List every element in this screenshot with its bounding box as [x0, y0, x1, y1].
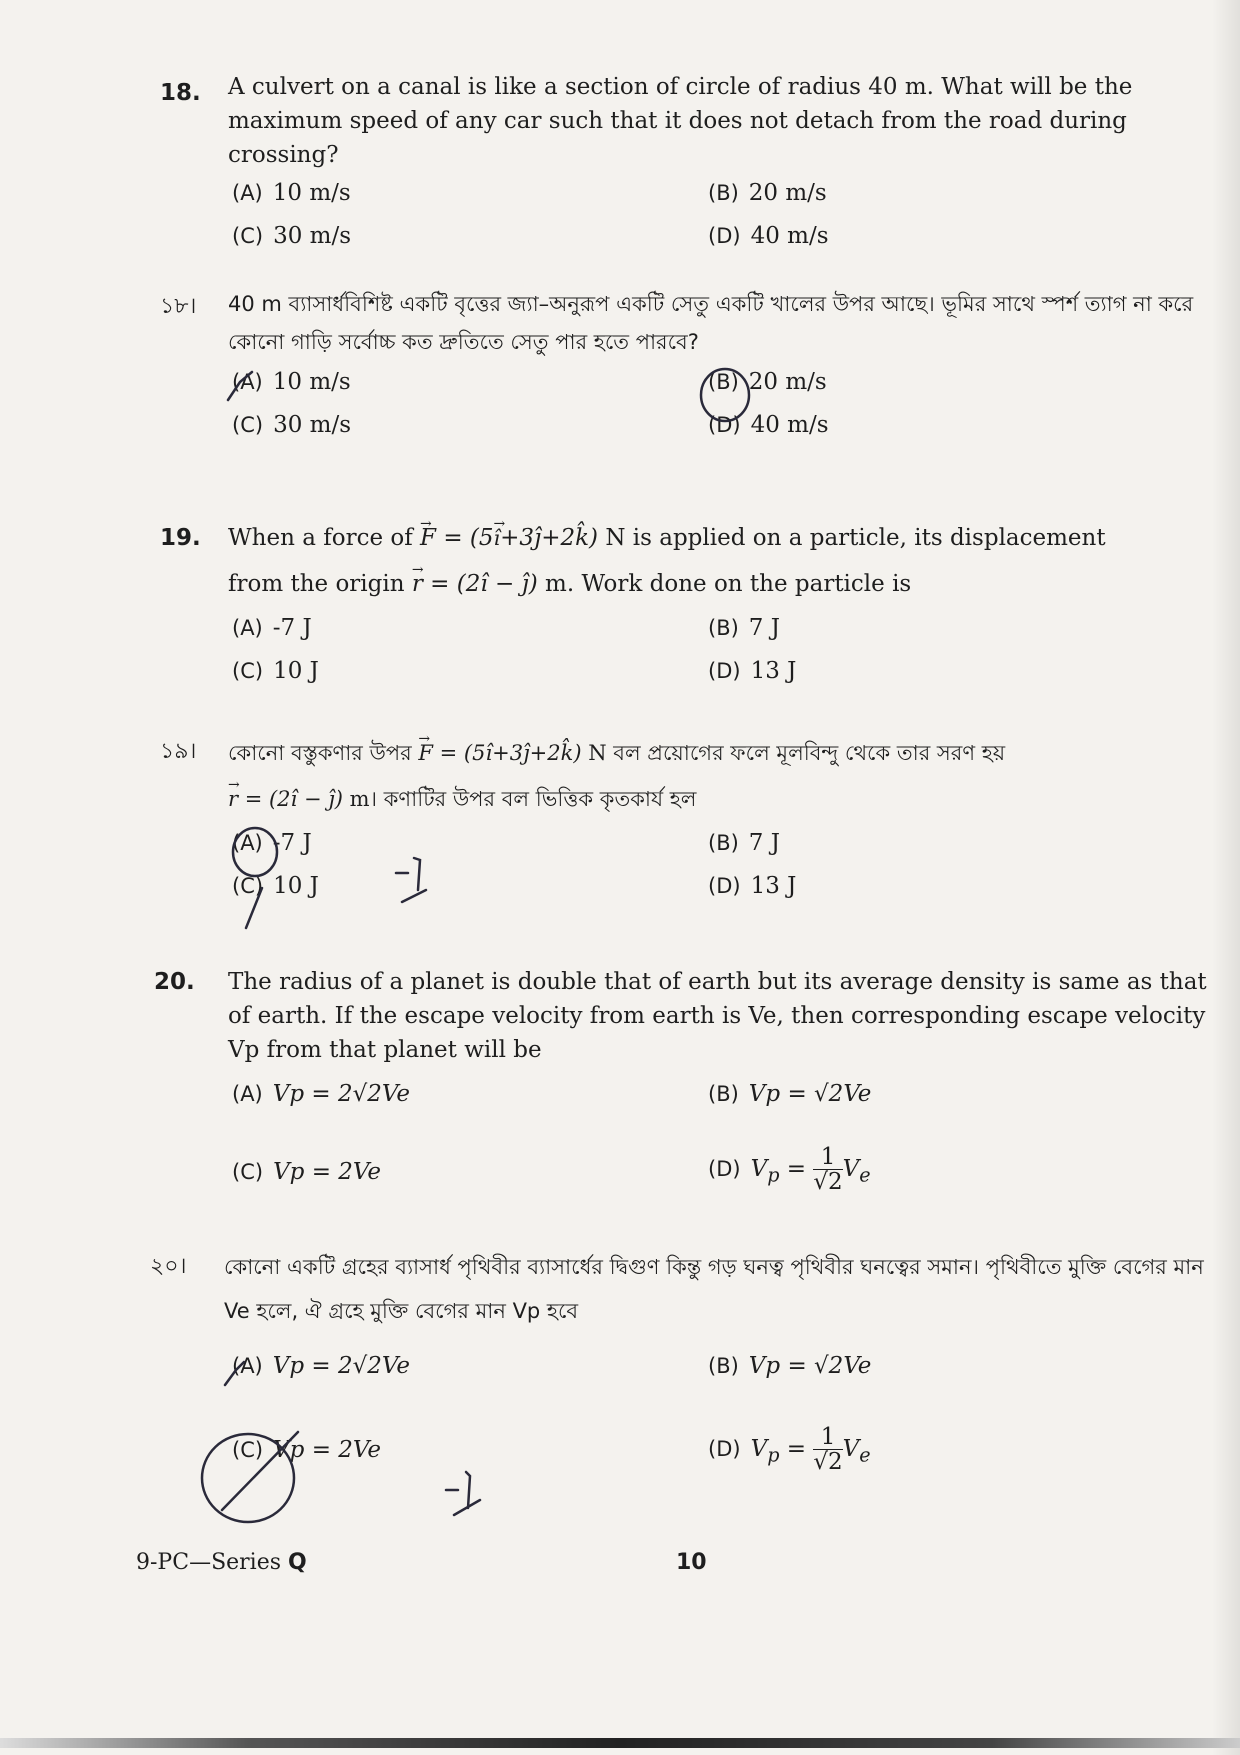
option-c[interactable]: (C) 30 m/s: [232, 412, 352, 438]
question-number: ১৮।: [160, 294, 197, 319]
option-d[interactable]: (D) 40 m/s: [708, 412, 829, 438]
option-b[interactable]: (B) 7 J: [708, 830, 780, 856]
option-d[interactable]: (D) $V_p$ = $\frac{1}{√2}$ $V_e$: [708, 1144, 871, 1195]
option-d[interactable]: (D) 13 J: [708, 873, 797, 899]
question-number: 20.: [154, 969, 195, 995]
option-d[interactable]: (D) 40 m/s: [708, 223, 829, 249]
slash-mark-icon: [222, 1432, 298, 1510]
option-c[interactable]: (C) 10 J: [232, 873, 319, 899]
option-b[interactable]: (B) 7 J: [708, 615, 780, 641]
minus-one-note-icon: [396, 858, 426, 902]
scan-edge-band: [0, 1738, 1240, 1748]
question-number: 18.: [160, 80, 201, 106]
question-text: The radius of a planet is double that of earth but its average density is same as that of earth. If the escape velocity from earth is Ve, then corresponding escape velocity Vp from that planet will be: [228, 969, 1207, 1063]
question-number: ১৯।: [160, 739, 197, 764]
displacement-vector: → r = (2î − ĵ): [412, 571, 538, 597]
option-b[interactable]: (B) 20 m/s: [708, 180, 827, 206]
series-label: 9-PC—Series Q: [136, 1550, 307, 1575]
question-text: When a force of → F = (5→ î+3ĵ+2k̂) N is applied on a particle, its displacement from the origin → r = (2î − ĵ) m. Work done on the particle is: [228, 515, 1220, 607]
question-number: ২০।: [150, 1254, 187, 1279]
option-b[interactable]: (B) Vp = √2Ve: [708, 1353, 872, 1379]
fraction: $\frac{1}{√2}$: [813, 1144, 843, 1195]
question-text: A culvert on a canal is like a section of circle of radius 40 m. What will be the maximum speed of any car such that it does not detach from the road during crossing?: [228, 74, 1133, 168]
tick-mark-icon: [228, 372, 252, 400]
option-a[interactable]: (A) -7 J: [232, 615, 312, 641]
option-c[interactable]: (C) Vp = 2Ve: [232, 1159, 382, 1185]
slash-mark-icon: [246, 888, 262, 928]
option-a[interactable]: (A) -7 J: [232, 830, 312, 856]
question-text: কোনো বস্তুকণার উপর → F = (5î+3ĵ+2k̂) N বল প্রয়োগের ফলে মূলবিন্দু থেকে তার সরণ হয় → r = (2î − ĵ) m। কণাটির উপর বল ভিত্তিক কৃতকার্য হল: [228, 730, 1220, 822]
circle-mark-icon: [202, 1434, 294, 1522]
question-text: 40 m ব্যাসার্ধবিশিষ্ট একটি বৃত্তের জ্যা–অনুরূপ একটি সেতু একটি খালের উপর আছে। ভূমির সাথে স্পর্শ ত্যাগ না করে কোনো গাড়ি সর্বোচ্চ কত দ্রুতিতে সেতু পার হতে পারবে?: [228, 292, 1194, 354]
option-c[interactable]: (C) 10 J: [232, 658, 319, 684]
force-vector: → F = (5→ î+3ĵ+2k̂): [420, 525, 598, 551]
option-a[interactable]: (A) Vp = 2√2Ve: [232, 1081, 411, 1107]
question-text: কোনো একটি গ্রহের ব্যাসার্ধ পৃথিবীর ব্যাসার্ধের দ্বিগুণ কিন্তু গড় ঘনত্ব পৃথিবীর ঘনত্বের সমান। পৃথিবীতে মুক্তি বেগের মান Ve হলে, ঐ গ্রহে মুক্তি বেগের মান Vp হবে: [224, 1255, 1204, 1323]
minus-one-note-icon: [446, 1472, 480, 1515]
question-number: 19.: [160, 525, 201, 551]
option-c[interactable]: (C) Vp = 2Ve: [232, 1437, 382, 1463]
circle-mark-icon: [701, 369, 749, 421]
tick-mark-icon: [225, 1362, 244, 1385]
fraction: $\frac{1}{√2}$: [813, 1424, 843, 1475]
circle-mark-icon: [233, 828, 277, 876]
option-d[interactable]: (D) $V_p$ = $\frac{1}{√2}$ $V_e$: [708, 1424, 871, 1475]
option-a[interactable]: (A) Vp = 2√2Ve: [232, 1353, 411, 1379]
option-b[interactable]: (B) Vp = √2Ve: [708, 1081, 872, 1107]
option-c[interactable]: (C) 30 m/s: [232, 223, 352, 249]
option-a[interactable]: (A) 10 m/s: [232, 369, 351, 395]
page-number: 10: [676, 1550, 707, 1575]
option-d[interactable]: (D) 13 J: [708, 658, 797, 684]
option-a[interactable]: (A) 10 m/s: [232, 180, 351, 206]
option-b[interactable]: (B) 20 m/s: [708, 369, 827, 395]
